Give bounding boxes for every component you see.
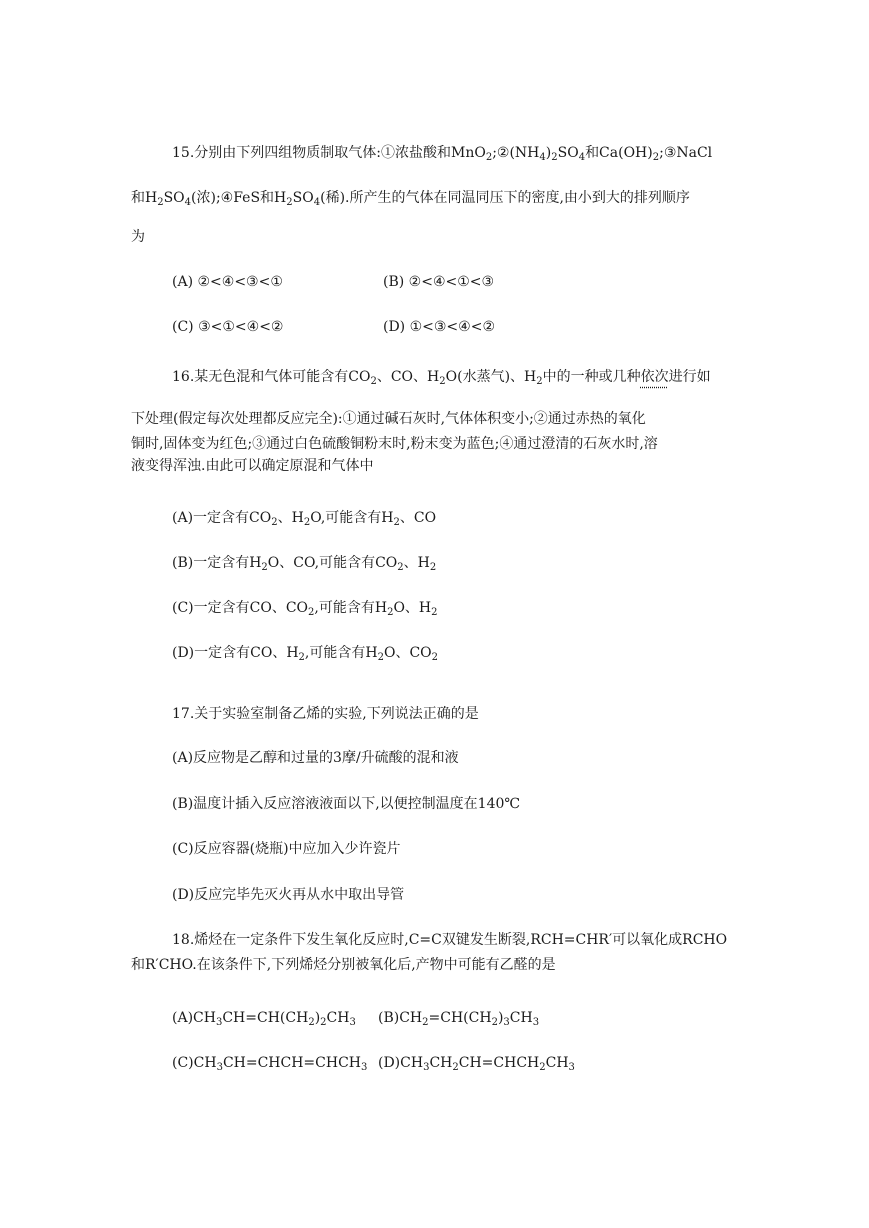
text-run: CH xyxy=(545,1055,569,1071)
subscript: 2 xyxy=(387,607,394,618)
subscript: 2 xyxy=(320,1017,327,1028)
text-run: 和Ca(OH) xyxy=(585,145,653,161)
q18-option-c xyxy=(172,1053,367,1073)
subscript: 4 xyxy=(313,197,321,208)
subscript: 2 xyxy=(491,1017,498,1028)
q15-option-d xyxy=(383,317,495,337)
subscript: 2 xyxy=(429,562,437,573)
text-run: CH=CHCH xyxy=(458,1055,540,1071)
text-run: CH xyxy=(326,1010,350,1026)
subscript: 3 xyxy=(216,1062,223,1073)
text-run: (A)CH xyxy=(172,1010,216,1026)
q17-option-b xyxy=(172,794,520,814)
text-run: 中的一种或几种 xyxy=(542,369,641,385)
subscript: 2 xyxy=(271,517,278,528)
q18-option-a xyxy=(172,1008,356,1028)
subscript: 3 xyxy=(349,1017,356,1028)
text-run: (B)温度计插入反应溶液液面以下,以便控制温度在140℃ xyxy=(172,796,521,812)
text-run: =CH(CH xyxy=(428,1010,492,1026)
q18-stem-line-2 xyxy=(131,955,556,975)
subscript: 2 xyxy=(157,197,164,208)
text-run: ) xyxy=(497,1010,504,1026)
text-run: 铜时,固体变为红色;③通过白色硫酸铜粉末时,粉末变为蓝色;④通过澄清的石灰水时,溶 xyxy=(131,436,658,452)
text-run: 依次 xyxy=(640,369,669,385)
subscript: 2 xyxy=(393,517,400,528)
q16-stem-line-3 xyxy=(131,434,658,454)
text-run: O(水蒸气)、H xyxy=(445,369,537,385)
text-run: 17.关于实验室制备乙烯的实验,下列说法正确的是 xyxy=(172,706,479,722)
text-run: (B)CH xyxy=(378,1010,423,1026)
subscript: 2 xyxy=(308,607,315,618)
text-run: ,可能含有H xyxy=(314,600,388,616)
text-run: SO xyxy=(292,190,314,206)
text-run: SO xyxy=(557,145,579,161)
q18-option-d xyxy=(378,1053,575,1073)
text-run: 16.某无色混和气体可能含有CO xyxy=(172,369,371,385)
q17-stem-line-1 xyxy=(172,704,479,724)
text-run: CH=CH(CH xyxy=(222,1010,309,1026)
text-run: O、H xyxy=(393,600,432,616)
text-run: 液变得浑浊.由此可以确定原混和气体中 xyxy=(131,458,374,474)
subscript: 2 xyxy=(377,652,384,663)
text-run: O、CO,可能含有CO xyxy=(267,555,398,571)
q16-stem-line-2 xyxy=(131,409,646,429)
subscript: 3 xyxy=(215,1017,223,1028)
subscript: 2 xyxy=(261,562,268,573)
text-run: 、CO xyxy=(399,510,437,526)
q16-option-a xyxy=(172,508,436,528)
text-run: ) xyxy=(545,145,552,161)
subscript: 2 xyxy=(485,152,493,163)
q17-option-c xyxy=(172,839,401,859)
q17-option-d xyxy=(172,885,404,905)
text-run: (D) ①<③<④<② xyxy=(383,319,495,335)
subscript: 3 xyxy=(532,1017,540,1028)
subscript: 2 xyxy=(397,562,404,573)
text-run: 15.分别由下列四组物质制取气体:①浓盐酸和MnO xyxy=(172,145,486,161)
subscript: 4 xyxy=(184,197,192,208)
subscript: 2 xyxy=(536,376,543,387)
text-run: (A)一定含有CO xyxy=(172,510,272,526)
text-run: (A)反应物是乙醇和过量的3摩/升硫酸的混和液 xyxy=(172,750,459,766)
text-run: (C)CH xyxy=(172,1055,217,1071)
text-run: CH=CHCH=CHCH xyxy=(222,1055,362,1071)
subscript: 2 xyxy=(303,517,311,528)
text-run: 和R′CHO.在该条件下,下列烯烃分别被氧化后,产物中可能有乙醛的是 xyxy=(131,957,556,973)
text-run: 下处理(假定每次处理都反应完全):①通过碱石灰时,气体体积变小;②通过赤热的氧化 xyxy=(131,411,646,427)
q18-option-b xyxy=(378,1008,539,1028)
text-run: (A) ②<④<③<① xyxy=(172,274,283,290)
q16-stem-line-4 xyxy=(131,456,373,476)
text-run: 和H xyxy=(131,190,158,206)
text-run: CH xyxy=(429,1055,453,1071)
text-run: (C)反应容器(烧瓶)中应加入少许瓷片 xyxy=(172,841,401,857)
text-run: O、CO xyxy=(383,645,432,661)
text-run: (C) ③<①<④<② xyxy=(172,319,284,335)
text-run: (D)CH xyxy=(378,1055,424,1071)
text-run: 、CO、H xyxy=(376,369,440,385)
subscript: 2 xyxy=(370,376,377,387)
text-run: (浓);④FeS和H xyxy=(191,190,287,206)
subscript: 3 xyxy=(503,1017,510,1028)
subscript: 2 xyxy=(452,1062,459,1073)
subscript: 3 xyxy=(423,1062,430,1073)
subscript: 2 xyxy=(286,197,293,208)
q15-stem-line-2 xyxy=(131,188,690,208)
text-run: 为 xyxy=(131,229,145,245)
text-run: ;③NaCl xyxy=(659,145,713,161)
subscript: 2 xyxy=(439,376,446,387)
q15-option-c xyxy=(172,317,283,337)
q15-option-b xyxy=(383,272,494,292)
subscript: 2 xyxy=(652,152,660,163)
text-run: (B)一定含有H xyxy=(172,555,262,571)
subscript: 2 xyxy=(551,152,558,163)
q15-option-a xyxy=(172,272,283,292)
text-run: CH xyxy=(509,1010,533,1026)
subscript: 2 xyxy=(431,652,439,663)
subscript: 3 xyxy=(568,1062,575,1073)
text-run: O,可能含有H xyxy=(310,510,394,526)
subscript: 2 xyxy=(308,1017,315,1028)
text-run: ,可能含有H xyxy=(304,645,378,661)
text-run: 进行如 xyxy=(668,369,711,385)
q18-stem-line-1 xyxy=(172,930,727,950)
text-run: 、H xyxy=(277,510,304,526)
subscript: 4 xyxy=(578,152,586,163)
subscript: 3 xyxy=(361,1062,368,1073)
q15-stem-line-3 xyxy=(131,227,145,247)
text-run: (B) ②<④<①<③ xyxy=(383,274,495,290)
subscript: 2 xyxy=(539,1062,546,1073)
q16-option-d xyxy=(172,643,438,663)
text-run: (稀).所产生的气体在同温同压下的密度,由小到大的排列顺序 xyxy=(320,190,690,206)
subscript: 2 xyxy=(431,607,438,618)
q16-stem-line-1 xyxy=(172,367,711,387)
q16-option-b xyxy=(172,553,436,573)
text-run: (D)一定含有CO、H xyxy=(172,645,299,661)
text-run: ) xyxy=(314,1010,321,1026)
text-run: ;②(NH xyxy=(492,145,540,161)
subscript: 2 xyxy=(422,1017,429,1028)
q16-option-c xyxy=(172,598,438,618)
subscript: 2 xyxy=(298,652,305,663)
text-run: SO xyxy=(163,190,185,206)
q15-stem-line-1 xyxy=(172,143,712,163)
text-run: (D)反应完毕先灭火再从水中取出导管 xyxy=(172,887,405,903)
text-run: (C)一定含有CO、CO xyxy=(172,600,309,616)
subscript: 4 xyxy=(539,152,546,163)
text-run: 18.烯烃在一定条件下发生氧化反应时,C=C双键发生断裂,RCH=CHR′可以氧化成RCHO xyxy=(172,932,728,948)
q17-option-a xyxy=(172,748,459,768)
text-run: 、H xyxy=(403,555,430,571)
